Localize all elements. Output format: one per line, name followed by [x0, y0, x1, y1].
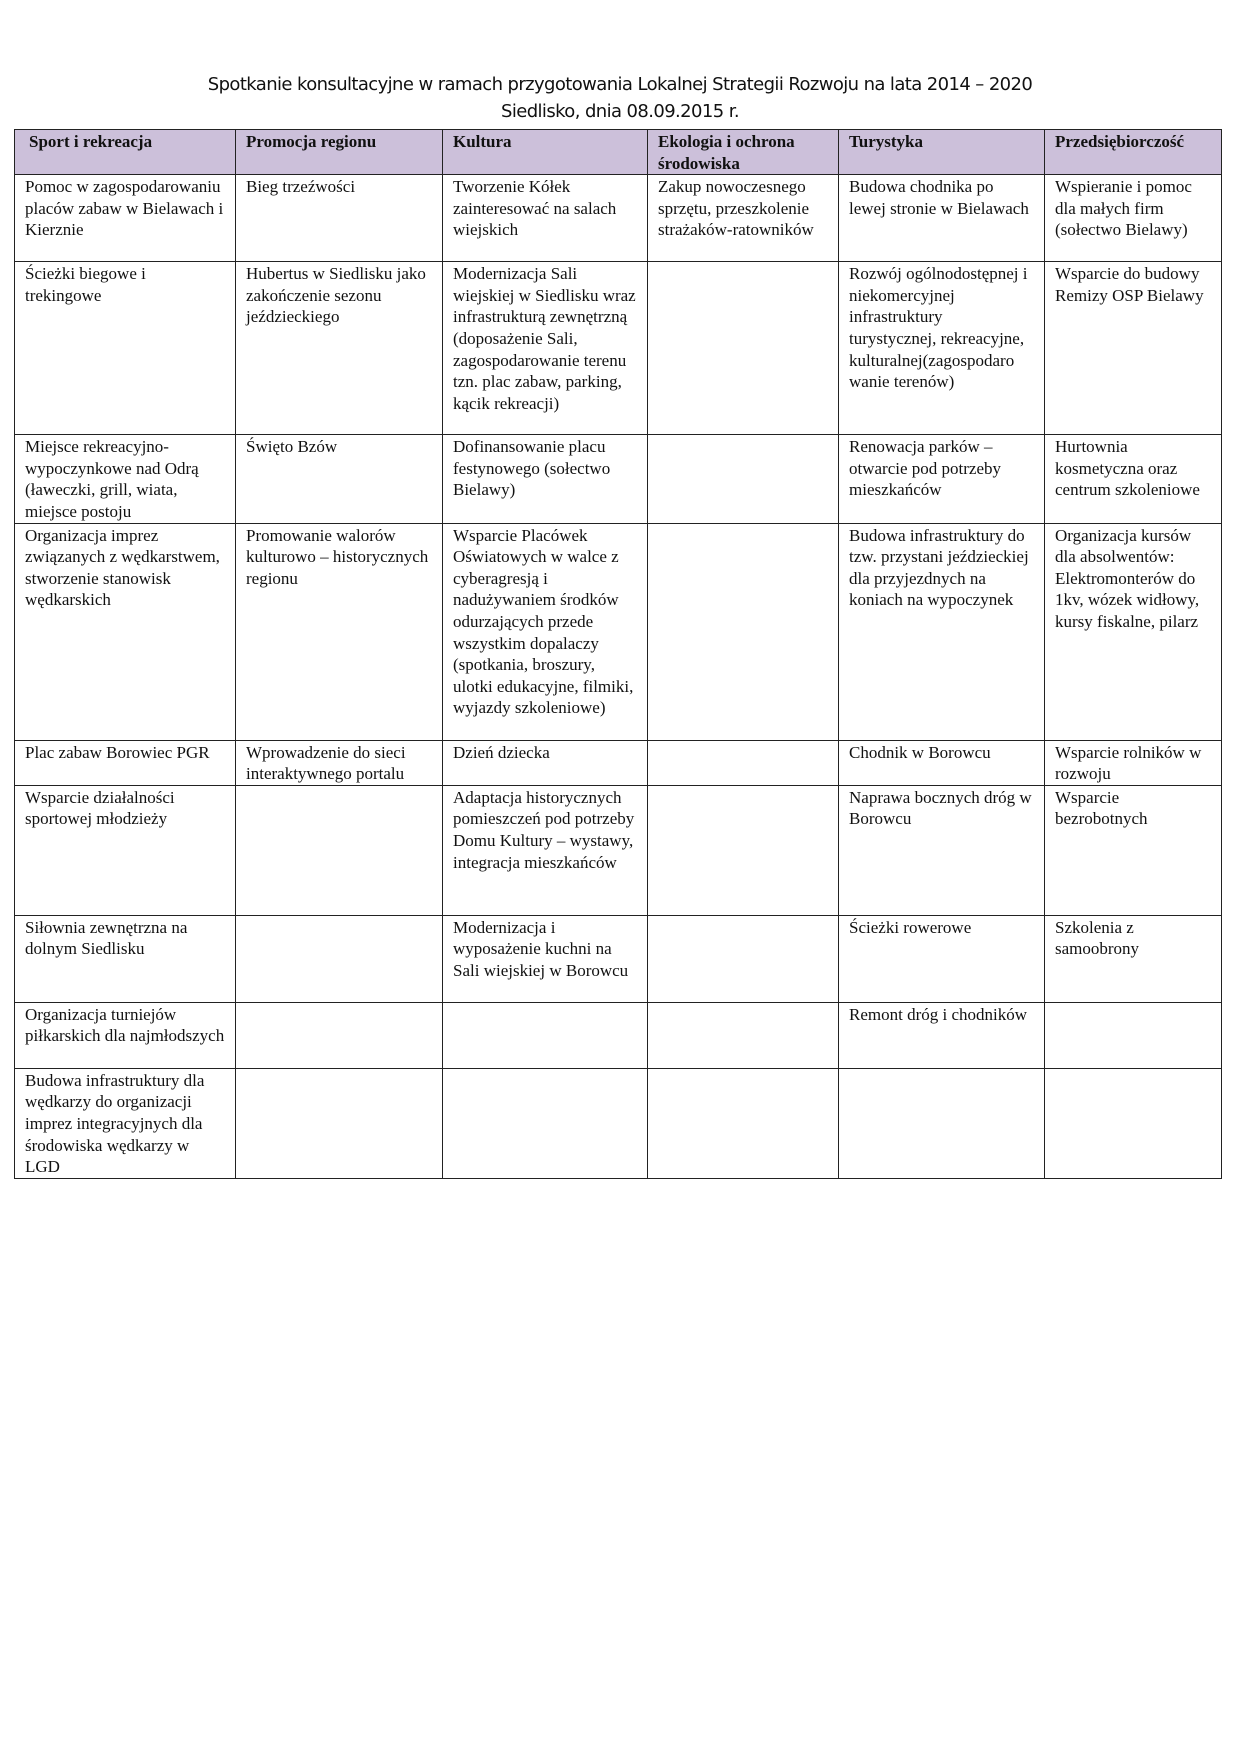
table-row [15, 435, 1222, 523]
cell-sport: Plac zabaw Borowiec PGR [15, 740, 236, 785]
cell-ekologia [648, 740, 839, 785]
column-header-przedsiebiorczosc: Przedsiębiorczość [1045, 130, 1222, 175]
cell-sport: Budowa infrastruktury dla wędkarzy do organizacji imprez integracyjnych dla środowiska wędkarzy w LGD [15, 1068, 236, 1178]
column-header-sport: Sport i rekreacja [15, 130, 236, 175]
column-header-turystyka: Turystyka [839, 130, 1045, 175]
cell-przedsiebiorczosc: Szkolenia z samoobrony [1045, 915, 1222, 1002]
table-row [15, 523, 1222, 740]
cell-turystyka: Ścieżki rowerowe [839, 915, 1045, 1002]
cell-turystyka [839, 1068, 1045, 1178]
cell-kultura: Modernizacja i wyposażenie kuchni na Sali wiejskiej w Borowcu [443, 915, 648, 1002]
cell-promocja: Promowanie walorów kulturowo – historycznych regionu [236, 523, 443, 740]
cell-ekologia [648, 435, 839, 523]
cell-kultura: Modernizacja Sali wiejskiej w Siedlisku wraz infrastrukturą zewnętrzną (doposażenie Sali, zagospodarowanie terenu tzn. plac zabaw, parking, kącik rekreacji) [443, 262, 648, 435]
cell-sport: Ścieżki biegowe i trekingowe [15, 262, 236, 435]
cell-promocja: Hubertus w Siedlisku jako zakończenie sezonu jeździeckiego [236, 262, 443, 435]
cell-promocja: Święto Bzów [236, 435, 443, 523]
table-row [15, 262, 1222, 435]
cell-promocja: Wprowadzenie do sieci interaktywnego portalu [236, 740, 443, 785]
cell-promocja: Bieg trzeźwości [236, 175, 443, 262]
cell-przedsiebiorczosc: Organizacja kursów dla absolwentów: Elektromonterów do 1kv, wózek widłowy, kursy fiskalne, pilarz [1045, 523, 1222, 740]
table-row [15, 740, 1222, 785]
cell-ekologia [648, 1002, 839, 1068]
cell-kultura: Tworzenie Kółek zainteresować na salach wiejskich [443, 175, 648, 262]
cell-turystyka: Naprawa bocznych dróg w Borowcu [839, 785, 1045, 915]
column-header-kultura: Kultura [443, 130, 648, 175]
cell-promocja [236, 1002, 443, 1068]
cell-turystyka: Remont dróg i chodników [839, 1002, 1045, 1068]
cell-kultura [443, 1068, 648, 1178]
cell-sport: Organizacja imprez związanych z wędkarstwem, stworzenie stanowisk wędkarskich [15, 523, 236, 740]
cell-turystyka: Budowa chodnika po lewej stronie w Bielawach [839, 175, 1045, 262]
cell-promocja [236, 785, 443, 915]
cell-przedsiebiorczosc [1045, 1068, 1222, 1178]
proposals-table [14, 129, 1222, 1179]
cell-ekologia [648, 915, 839, 1002]
cell-ekologia [648, 785, 839, 915]
cell-turystyka: Renowacja parków – otwarcie pod potrzeby mieszkańców [839, 435, 1045, 523]
cell-kultura: Dzień dziecka [443, 740, 648, 785]
document-subtitle: Siedlisko, dnia 08.09.2015 r. [501, 101, 739, 122]
cell-przedsiebiorczosc [1045, 1002, 1222, 1068]
cell-turystyka: Chodnik w Borowcu [839, 740, 1045, 785]
cell-promocja [236, 915, 443, 1002]
cell-przedsiebiorczosc: Wsparcie do budowy Remizy OSP Bielawy [1045, 262, 1222, 435]
cell-promocja [236, 1068, 443, 1178]
cell-ekologia [648, 523, 839, 740]
cell-przedsiebiorczosc: Wsparcie bezrobotnych [1045, 785, 1222, 915]
cell-ekologia [648, 262, 839, 435]
cell-kultura: Wsparcie Placówek Oświatowych w walce z cyberagresją i nadużywaniem środków odurzających przede wszystkim dopalaczy (spotkania, broszury, ulotki edukacyjne, filmiki, wyjazdy szkoleniowe) [443, 523, 648, 740]
document-title: Spotkanie konsultacyjne w ramach przygotowania Lokalnej Strategii Rozwoju na lata 2014 – 2020 [207, 74, 1033, 95]
cell-ekologia: Zakup nowoczesnego sprzętu, przeszkolenie strażaków-ratowników [648, 175, 839, 262]
column-header-ekologia: Ekologia i ochrona środowiska [648, 130, 839, 175]
table-header-row [15, 130, 1222, 175]
cell-turystyka: Rozwój ogólnodostępnej i niekomercyjnej infrastruktury turystycznej, rekreacyjne, kulturalnej(zagospodaro wanie terenów) [839, 262, 1045, 435]
cell-kultura: Dofinansowanie placu festynowego (sołectwo Bielawy) [443, 435, 648, 523]
table-row [15, 1068, 1222, 1178]
column-header-promocja: Promocja regionu [236, 130, 443, 175]
table-row [15, 915, 1222, 1002]
cell-sport: Organizacja turniejów piłkarskich dla najmłodszych [15, 1002, 236, 1068]
cell-ekologia [648, 1068, 839, 1178]
cell-sport: Pomoc w zagospodarowaniu placów zabaw w Bielawach i Kierznie [15, 175, 236, 262]
table-row [15, 175, 1222, 262]
cell-kultura: Adaptacja historycznych pomieszczeń pod potrzeby Domu Kultury – wystawy, integracja mieszkańców [443, 785, 648, 915]
cell-kultura [443, 1002, 648, 1068]
cell-przedsiebiorczosc: Wspieranie i pomoc dla małych firm (sołectwo Bielawy) [1045, 175, 1222, 262]
cell-przedsiebiorczosc: Hurtownia kosmetyczna oraz centrum szkoleniowe [1045, 435, 1222, 523]
cell-sport: Wsparcie działalności sportowej młodzieży [15, 785, 236, 915]
table-row [15, 1002, 1222, 1068]
cell-sport: Siłownia zewnętrzna na dolnym Siedlisku [15, 915, 236, 1002]
cell-sport: Miejsce rekreacyjno-wypoczynkowe nad Odrą (ławeczki, grill, wiata, miejsce postoju [15, 435, 236, 523]
cell-przedsiebiorczosc: Wsparcie rolników w rozwoju [1045, 740, 1222, 785]
table-row [15, 785, 1222, 915]
cell-turystyka: Budowa infrastruktury do tzw. przystani jeździeckiej dla przyjezdnych na koniach na wypoczynek [839, 523, 1045, 740]
